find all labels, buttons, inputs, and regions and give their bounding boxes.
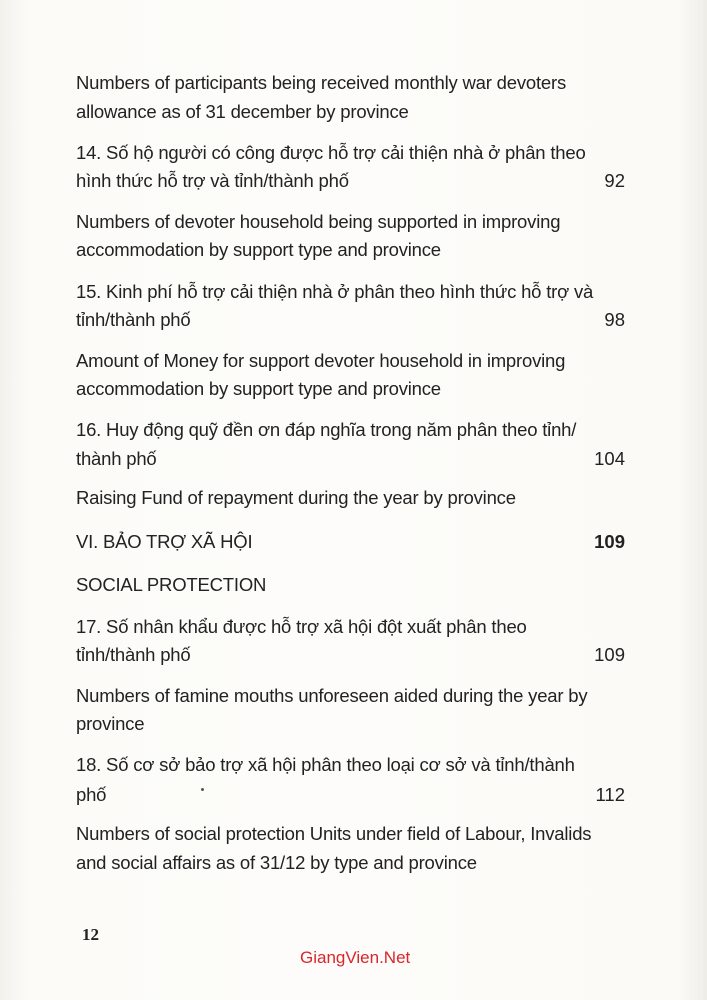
toc-page-number: 98 [604, 309, 625, 330]
toc-entry-text: Amount of Money for support devoter household in improving [76, 350, 566, 371]
toc-entry-text: 16. Huy động quỹ đền ơn đáp nghĩa trong năm phân theo tỉnh/ [76, 419, 577, 440]
toc-page-number: 112 [595, 784, 625, 805]
toc-entry-text: 18. Số cơ sở bảo trợ xã hội phân theo loại cơ sở và tỉnh/thành [76, 754, 575, 775]
toc-page-number: 104 [594, 448, 625, 469]
toc-entry-text: tỉnh/thành phố [76, 644, 191, 665]
toc-entry-text: accommodation by support type and province [76, 378, 441, 399]
section-heading-english: SOCIAL PROTECTION [76, 574, 267, 595]
section-heading: VI. BẢO TRỢ XÃ HỘI [76, 531, 253, 552]
toc-entry-text: phố [76, 784, 107, 805]
toc-entry-text: hình thức hỗ trợ và tỉnh/thành phố [76, 170, 349, 191]
toc-page-number: 109 [594, 644, 625, 665]
watermark: GiangVien.Net [300, 948, 411, 967]
toc-entry-text: accommodation by support type and province [76, 239, 441, 260]
toc-entry-text: tỉnh/thành phố [76, 309, 191, 330]
toc-entry-text: and social affairs as of 31/12 by type and province [76, 852, 477, 873]
toc-entry-text: Numbers of famine mouths unforeseen aided during the year by [76, 685, 588, 706]
toc-entry-text: Numbers of social protection Units under field of Labour, Invalids [76, 823, 592, 844]
toc-page-number: 92 [604, 170, 625, 191]
toc-entry-text: allowance as of 31 december by province [76, 101, 409, 122]
speck-mark [201, 788, 204, 791]
toc-entry-text: 17. Số nhân khẩu được hỗ trợ xã hội đột xuất phân theo [76, 616, 527, 637]
toc-entry-text: Numbers of participants being received monthly war devoters [76, 72, 566, 93]
toc-entry-text: Raising Fund of repayment during the year by province [76, 487, 516, 508]
toc-entry-text: 15. Kinh phí hỗ trợ cải thiện nhà ở phân theo hình thức hỗ trợ và [76, 281, 594, 302]
toc-entry-text: 14. Số hộ người có công được hỗ trợ cải thiện nhà ở phân theo [76, 142, 586, 163]
toc-entry-text: Numbers of devoter household being supported in improving [76, 211, 561, 232]
page-number: 12 [82, 925, 99, 944]
toc-entry-text: province [76, 713, 145, 734]
toc-entry-text: thành phố [76, 448, 157, 469]
toc-page-number: 109 [594, 531, 625, 552]
